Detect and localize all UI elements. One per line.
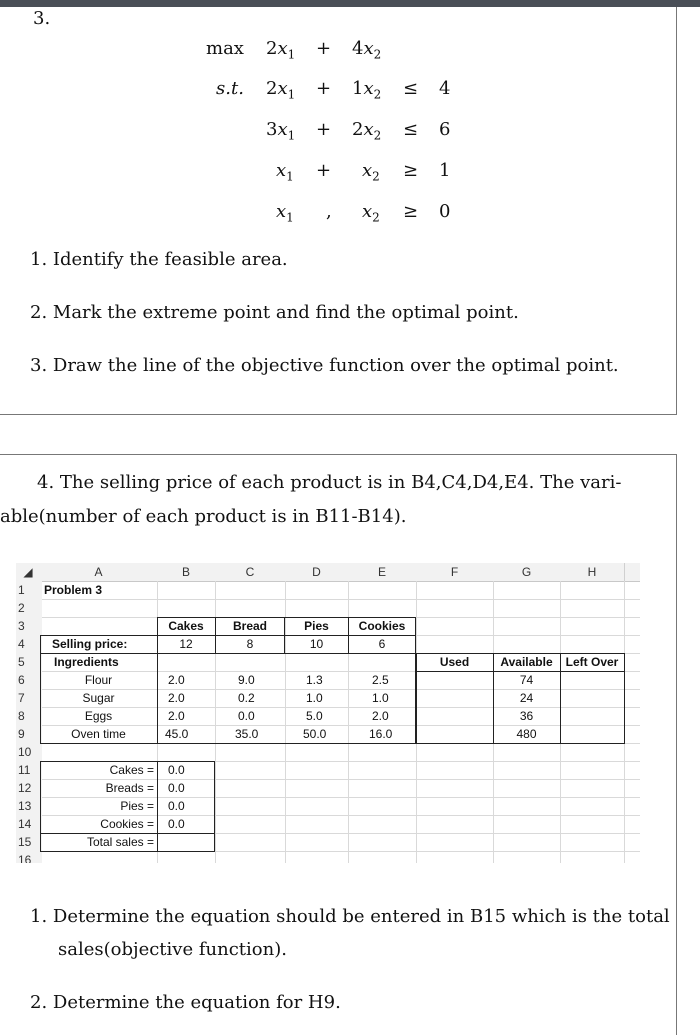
cell-d7[interactable]: 1.0 — [306, 691, 323, 705]
cell-b8[interactable]: 2.0 — [168, 709, 185, 723]
col-header-c[interactable]: C — [215, 563, 286, 581]
cell-g9[interactable]: 480 — [516, 727, 537, 741]
cell-a1-title[interactable]: Problem 3 — [44, 583, 103, 597]
cell-a11-cakes[interactable]: Cakes = — [109, 763, 154, 777]
cell-a8-eggs[interactable]: Eggs — [84, 709, 113, 723]
cell-h5-leftover[interactable]: Left Over — [565, 655, 619, 669]
select-all-corner[interactable]: ◢ — [16, 563, 41, 581]
cell-d6[interactable]: 1.3 — [306, 673, 323, 687]
row-header-2[interactable]: 2 — [16, 599, 42, 618]
cell-a6-flour[interactable]: Flour — [84, 673, 113, 687]
cell-e6[interactable]: 2.5 — [372, 673, 389, 687]
q3-item-2: 2. Mark the extreme point and find the optimal point. — [30, 302, 519, 323]
q4-item-1: 1. Determine the equation should be entered in B15 which is the total — [30, 906, 670, 927]
cell-a9-oven-time[interactable]: Oven time — [71, 727, 126, 741]
cell-d4-price[interactable]: 10 — [309, 637, 324, 651]
row-header-12[interactable]: 12 — [16, 779, 42, 798]
row-header-14[interactable]: 14 — [16, 815, 42, 834]
cell-b7[interactable]: 2.0 — [168, 691, 185, 705]
lp-st-label: s.t. — [216, 78, 244, 99]
cell-b11[interactable]: 0.0 — [168, 763, 185, 777]
row-header-16[interactable]: 16 — [16, 851, 42, 863]
cell-c4-price[interactable]: 8 — [246, 637, 254, 651]
cell-b12[interactable]: 0.0 — [168, 781, 185, 795]
cell-d3-pies[interactable]: Pies — [304, 619, 329, 633]
cell-e7[interactable]: 1.0 — [372, 691, 389, 705]
cell-g8[interactable]: 36 — [519, 709, 534, 723]
col-header-b[interactable]: B — [157, 563, 216, 581]
row-header-8[interactable]: 8 — [16, 707, 42, 726]
col-header-e[interactable]: E — [348, 563, 417, 581]
cell-a5-ingredients[interactable]: Ingredients — [54, 655, 119, 669]
cell-d9[interactable]: 50.0 — [303, 727, 327, 741]
cell-g7[interactable]: 24 — [519, 691, 534, 705]
cell-c3-bread[interactable]: Bread — [232, 619, 267, 633]
question-3-number: 3. — [33, 8, 51, 29]
q4-item-2: 2. Determine the equation for H9. — [30, 992, 341, 1013]
cell-a12-breads[interactable]: Breads = — [105, 781, 154, 795]
cell-b13[interactable]: 0.0 — [168, 799, 185, 813]
cell-e9[interactable]: 16.0 — [369, 727, 393, 741]
cell-b3-cakes[interactable]: Cakes — [168, 619, 204, 633]
window-top-bar — [0, 0, 700, 7]
cell-f5-used[interactable]: Used — [439, 655, 470, 669]
cell-e4-price[interactable]: 6 — [378, 637, 386, 651]
lp-objective: $2x_1$ — [266, 38, 296, 62]
cell-b14[interactable]: 0.0 — [168, 817, 185, 831]
cell-c8[interactable]: 0.0 — [238, 709, 255, 723]
row-header-3[interactable]: 3 — [16, 617, 42, 636]
cell-a7-sugar[interactable]: Sugar — [82, 691, 115, 705]
cell-b6[interactable]: 2.0 — [168, 673, 185, 687]
spreadsheet — [16, 563, 640, 863]
lp-objective-plus: + — [316, 38, 332, 59]
col-header-d[interactable]: D — [285, 563, 349, 581]
cell-c6[interactable]: 9.0 — [238, 673, 255, 687]
cell-g5-available[interactable]: Available — [500, 655, 553, 669]
cell-g6[interactable]: 74 — [519, 673, 534, 687]
cell-b9[interactable]: 45.0 — [165, 727, 189, 741]
col-header-f[interactable]: F — [416, 563, 494, 581]
q4-item-1-continued: sales(objective function). — [58, 939, 287, 960]
cell-a15-total-sales[interactable]: Total sales = — [86, 835, 154, 849]
cell-c7[interactable]: 0.2 — [238, 691, 255, 705]
row-header-1[interactable]: 1 — [16, 581, 42, 600]
cell-e3-cookies[interactable]: Cookies — [358, 619, 406, 633]
row-header-15[interactable]: 15 — [16, 833, 42, 852]
cell-e8[interactable]: 2.0 — [372, 709, 389, 723]
q4-text-line-2: able(number of each product is in B11-B14). — [0, 506, 407, 527]
row-header-13[interactable]: 13 — [16, 797, 42, 816]
cell-a14-cookies[interactable]: Cookies = — [100, 817, 154, 831]
q4-text-line-1: 4. The selling price of each product is in B4,C4,D4,E4. The vari- — [37, 472, 622, 493]
col-header-a[interactable]: A — [40, 563, 158, 581]
cell-b15-total-value[interactable] — [157, 833, 215, 851]
question-3-panel — [0, 7, 677, 415]
lp-max-label: max — [206, 38, 244, 59]
row-header-10[interactable]: 10 — [16, 743, 42, 762]
cell-a13-pies[interactable]: Pies = — [120, 799, 154, 813]
cell-d8[interactable]: 5.0 — [306, 709, 323, 723]
row-header-5[interactable]: 5 — [16, 653, 42, 672]
cell-a4-selling-price[interactable]: Selling price: — [52, 637, 128, 651]
cell-c9[interactable]: 35.0 — [235, 727, 259, 741]
col-header-h[interactable]: H — [560, 563, 625, 581]
row-header-4[interactable]: 4 — [16, 635, 42, 654]
row-header-6[interactable]: 6 — [16, 671, 42, 690]
row-header-11[interactable]: 11 — [16, 761, 42, 780]
col-header-g[interactable]: G — [493, 563, 561, 581]
q3-item-1: 1. Identify the feasible area. — [30, 249, 288, 270]
lp-objective-term2: $4x_2$ — [352, 38, 382, 62]
cell-b4-price[interactable]: 12 — [179, 637, 193, 651]
row-header-7[interactable]: 7 — [16, 689, 42, 708]
q3-item-3: 3. Draw the line of the objective function over the optimal point. — [30, 355, 619, 376]
row-header-9[interactable]: 9 — [16, 725, 42, 744]
